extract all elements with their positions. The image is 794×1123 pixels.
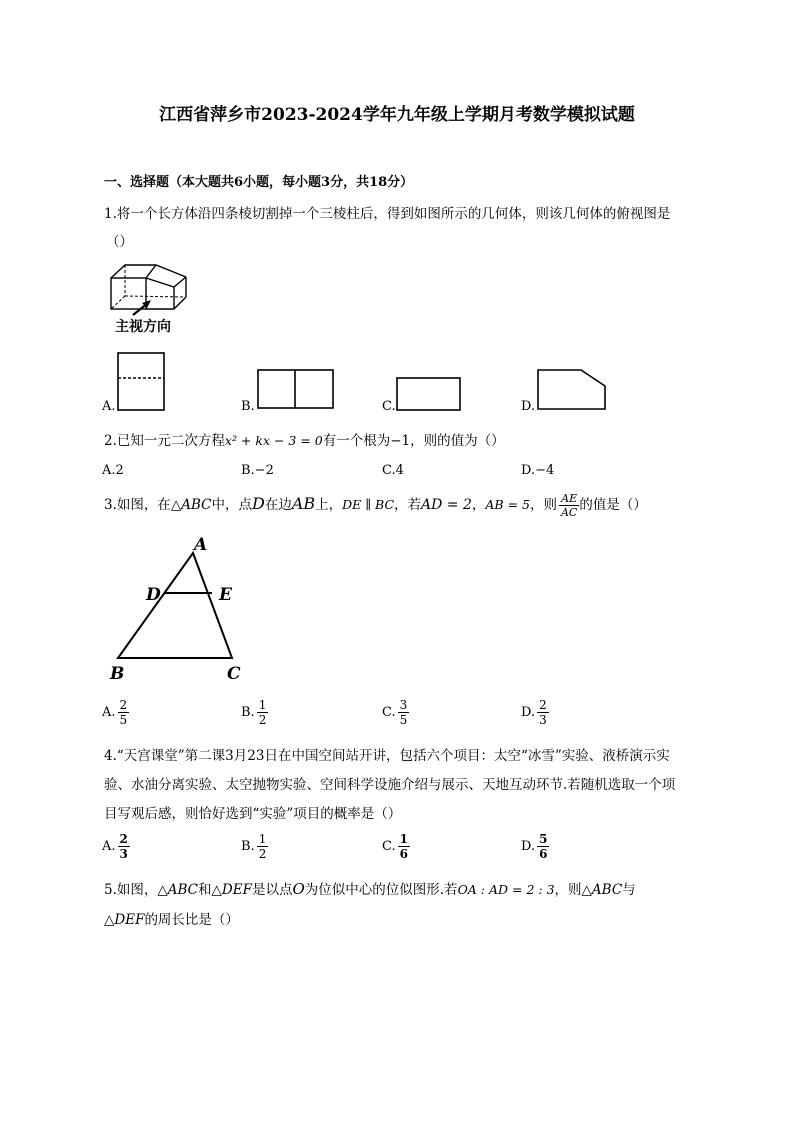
q1-solid-figure (108, 260, 198, 318)
q3-fraction (559, 492, 579, 519)
q3-option-b-den: 2 (258, 713, 267, 727)
q1-text-line1: 1.将一个长方体沿四条棱切割掉一个三棱柱后，得到如图所示的几何体，则该几何体的俯视图是 (104, 206, 671, 222)
q5-line2-b: 的周长比是（） (144, 912, 239, 928)
q1-option-b-figure[interactable] (257, 369, 335, 411)
q3-option-a-fraction (118, 698, 130, 727)
q3-option-a-den: 5 (119, 713, 128, 727)
q3-option-a-label: A. (102, 705, 116, 720)
q1-option-c-label[interactable]: C. (382, 399, 396, 414)
q5-text-line1 (104, 878, 636, 898)
q4-option-b-den: 2 (258, 847, 267, 861)
q5-line1-d: 为位似中心的位似图形.若 (304, 882, 458, 898)
q5-ratio: OA : AD = 2 : 3 (457, 882, 555, 897)
q4-text-line2: 验、水油分离实验、太空抛物实验、空间科学设施介绍与展示、天地互动环节.若随机选取一个项 (104, 777, 676, 793)
q1-option-a-label[interactable]: A. (102, 399, 116, 414)
q3-option-c[interactable] (382, 698, 409, 727)
q4-option-d[interactable] (521, 832, 549, 861)
q5-abc: ABC (167, 882, 199, 898)
q3-option-c-label: C. (382, 705, 396, 720)
q4-option-b[interactable] (241, 832, 268, 861)
q5-line1-f: 与 (622, 882, 636, 898)
q4-text-line1: 4.“天宫课堂”第二课3月23日在中国空间站开讲，包括六个项目：太空“冰雪”实验、液桥演示实 (104, 748, 670, 764)
q3-text-b: 中，点 (211, 497, 253, 513)
q3-option-d-label: D. (521, 705, 536, 720)
q3-option-b-fraction (257, 698, 269, 727)
q4-option-b-num: 1 (258, 832, 267, 846)
q3-option-a[interactable] (102, 698, 129, 727)
q5-text-line2 (104, 908, 239, 928)
q5-abc2: ABC (591, 882, 623, 898)
q3-option-b[interactable] (241, 698, 268, 727)
q3-fraction-den: AC (560, 506, 578, 519)
q4-option-a-den: 3 (119, 847, 128, 861)
q3-segment-ab: AB (291, 494, 316, 513)
q3-option-d-num: 2 (539, 698, 547, 712)
q3-option-c-num: 3 (399, 698, 408, 712)
q1-option-d-figure[interactable] (537, 369, 607, 411)
q3-fraction-num: AE (559, 492, 579, 506)
q3-label-a: A (194, 535, 208, 555)
q4-option-d-num: 5 (539, 832, 548, 846)
q1-option-d-label[interactable]: D. (521, 399, 536, 414)
q3-option-d-fraction (537, 698, 549, 727)
q4-option-d-den: 6 (539, 847, 548, 861)
q5-line1-e: ，则△ (554, 882, 592, 898)
q5-def: DEF (221, 882, 252, 898)
q3-text-f: ，则 (529, 497, 557, 513)
q4-option-d-fraction (537, 832, 549, 861)
q2-option-a[interactable]: A.2 (102, 463, 124, 478)
q2-prefix: 2.已知一元二次方程 (104, 433, 225, 449)
q3-text (104, 492, 647, 519)
q5-line1-c: 是以点 (251, 882, 293, 898)
q4-option-a-fraction (118, 832, 130, 861)
q3-option-a-num: 2 (119, 698, 128, 712)
q3-text-g: 的值是（） (579, 497, 647, 513)
q2-option-d[interactable]: D.−4 (521, 463, 555, 478)
q2-text (104, 429, 505, 449)
q5-line2-a: △ (104, 912, 115, 928)
q3-option-c-fraction (398, 698, 410, 727)
q4-option-a-num: 2 (119, 832, 128, 846)
q3-label-d: D (146, 585, 161, 605)
q4-option-a[interactable] (102, 832, 130, 861)
q4-option-d-label: D. (521, 839, 536, 854)
q3-text-c: 在边 (264, 497, 292, 513)
q4-option-c-num: 1 (399, 832, 408, 846)
q4-option-b-fraction (257, 832, 269, 861)
q3-text-a: 3.如图，在△ (104, 497, 182, 513)
q4-text-line3: 目写观后感，则恰好选到“实验”项目的概率是（） (104, 806, 402, 822)
q3-point-d: D (252, 494, 265, 513)
q4-option-c-label: C. (382, 839, 396, 854)
q1-view-direction-label: 主视方向 (115, 319, 171, 335)
q3-option-d[interactable] (521, 698, 549, 727)
q5-line1-a: 5.如图，△ (104, 882, 168, 898)
q3-ad-value: AD = 2 (421, 497, 472, 513)
q1-option-c-figure[interactable] (396, 377, 462, 413)
q4-option-c-fraction (398, 832, 410, 861)
q2-equation: x² + kx − 3 = 0 (224, 433, 323, 448)
q4-option-a-label: A. (102, 839, 116, 854)
q3-text-d: 上， (315, 497, 343, 513)
q5-point-o: O (292, 880, 305, 898)
q3-triangle-figure (108, 530, 248, 685)
q4-option-c-den: 6 (399, 847, 408, 861)
q3-label-b: B (110, 664, 125, 684)
section-heading: 一、选择题（本大题共6小题，每小题3分，共18分） (104, 175, 414, 190)
q3-option-b-num: 1 (258, 698, 267, 712)
q1-option-a-figure[interactable] (117, 352, 167, 412)
q3-label-c: C (227, 664, 241, 684)
q3-sep: ， (471, 497, 486, 513)
q3-parallel: DE ∥ BC (342, 497, 395, 512)
q2-option-c[interactable]: C.4 (382, 463, 404, 478)
q3-option-c-den: 5 (399, 713, 408, 727)
q3-ab-value: AB = 5 (485, 497, 530, 512)
q5-def2: DEF (114, 912, 145, 928)
q5-line1-b: 和△ (198, 882, 222, 898)
q3-text-e: ，若 (394, 497, 422, 513)
page-title: 江西省萍乡市2023-2024学年九年级上学期月考数学模拟试题 (159, 105, 635, 125)
q4-option-c[interactable] (382, 832, 410, 861)
q3-label-e: E (219, 585, 232, 605)
q1-text-line2: （） (106, 234, 133, 250)
q3-abc: ABC (181, 497, 212, 513)
q3-option-d-den: 3 (539, 713, 547, 727)
q3-option-b-label: B. (241, 705, 255, 720)
q1-option-b-label[interactable]: B. (241, 399, 255, 414)
q2-suffix: 有一个根为−1，则的值为（） (322, 433, 505, 449)
q4-option-b-label: B. (241, 839, 255, 854)
q2-option-b[interactable]: B.−2 (241, 463, 274, 478)
